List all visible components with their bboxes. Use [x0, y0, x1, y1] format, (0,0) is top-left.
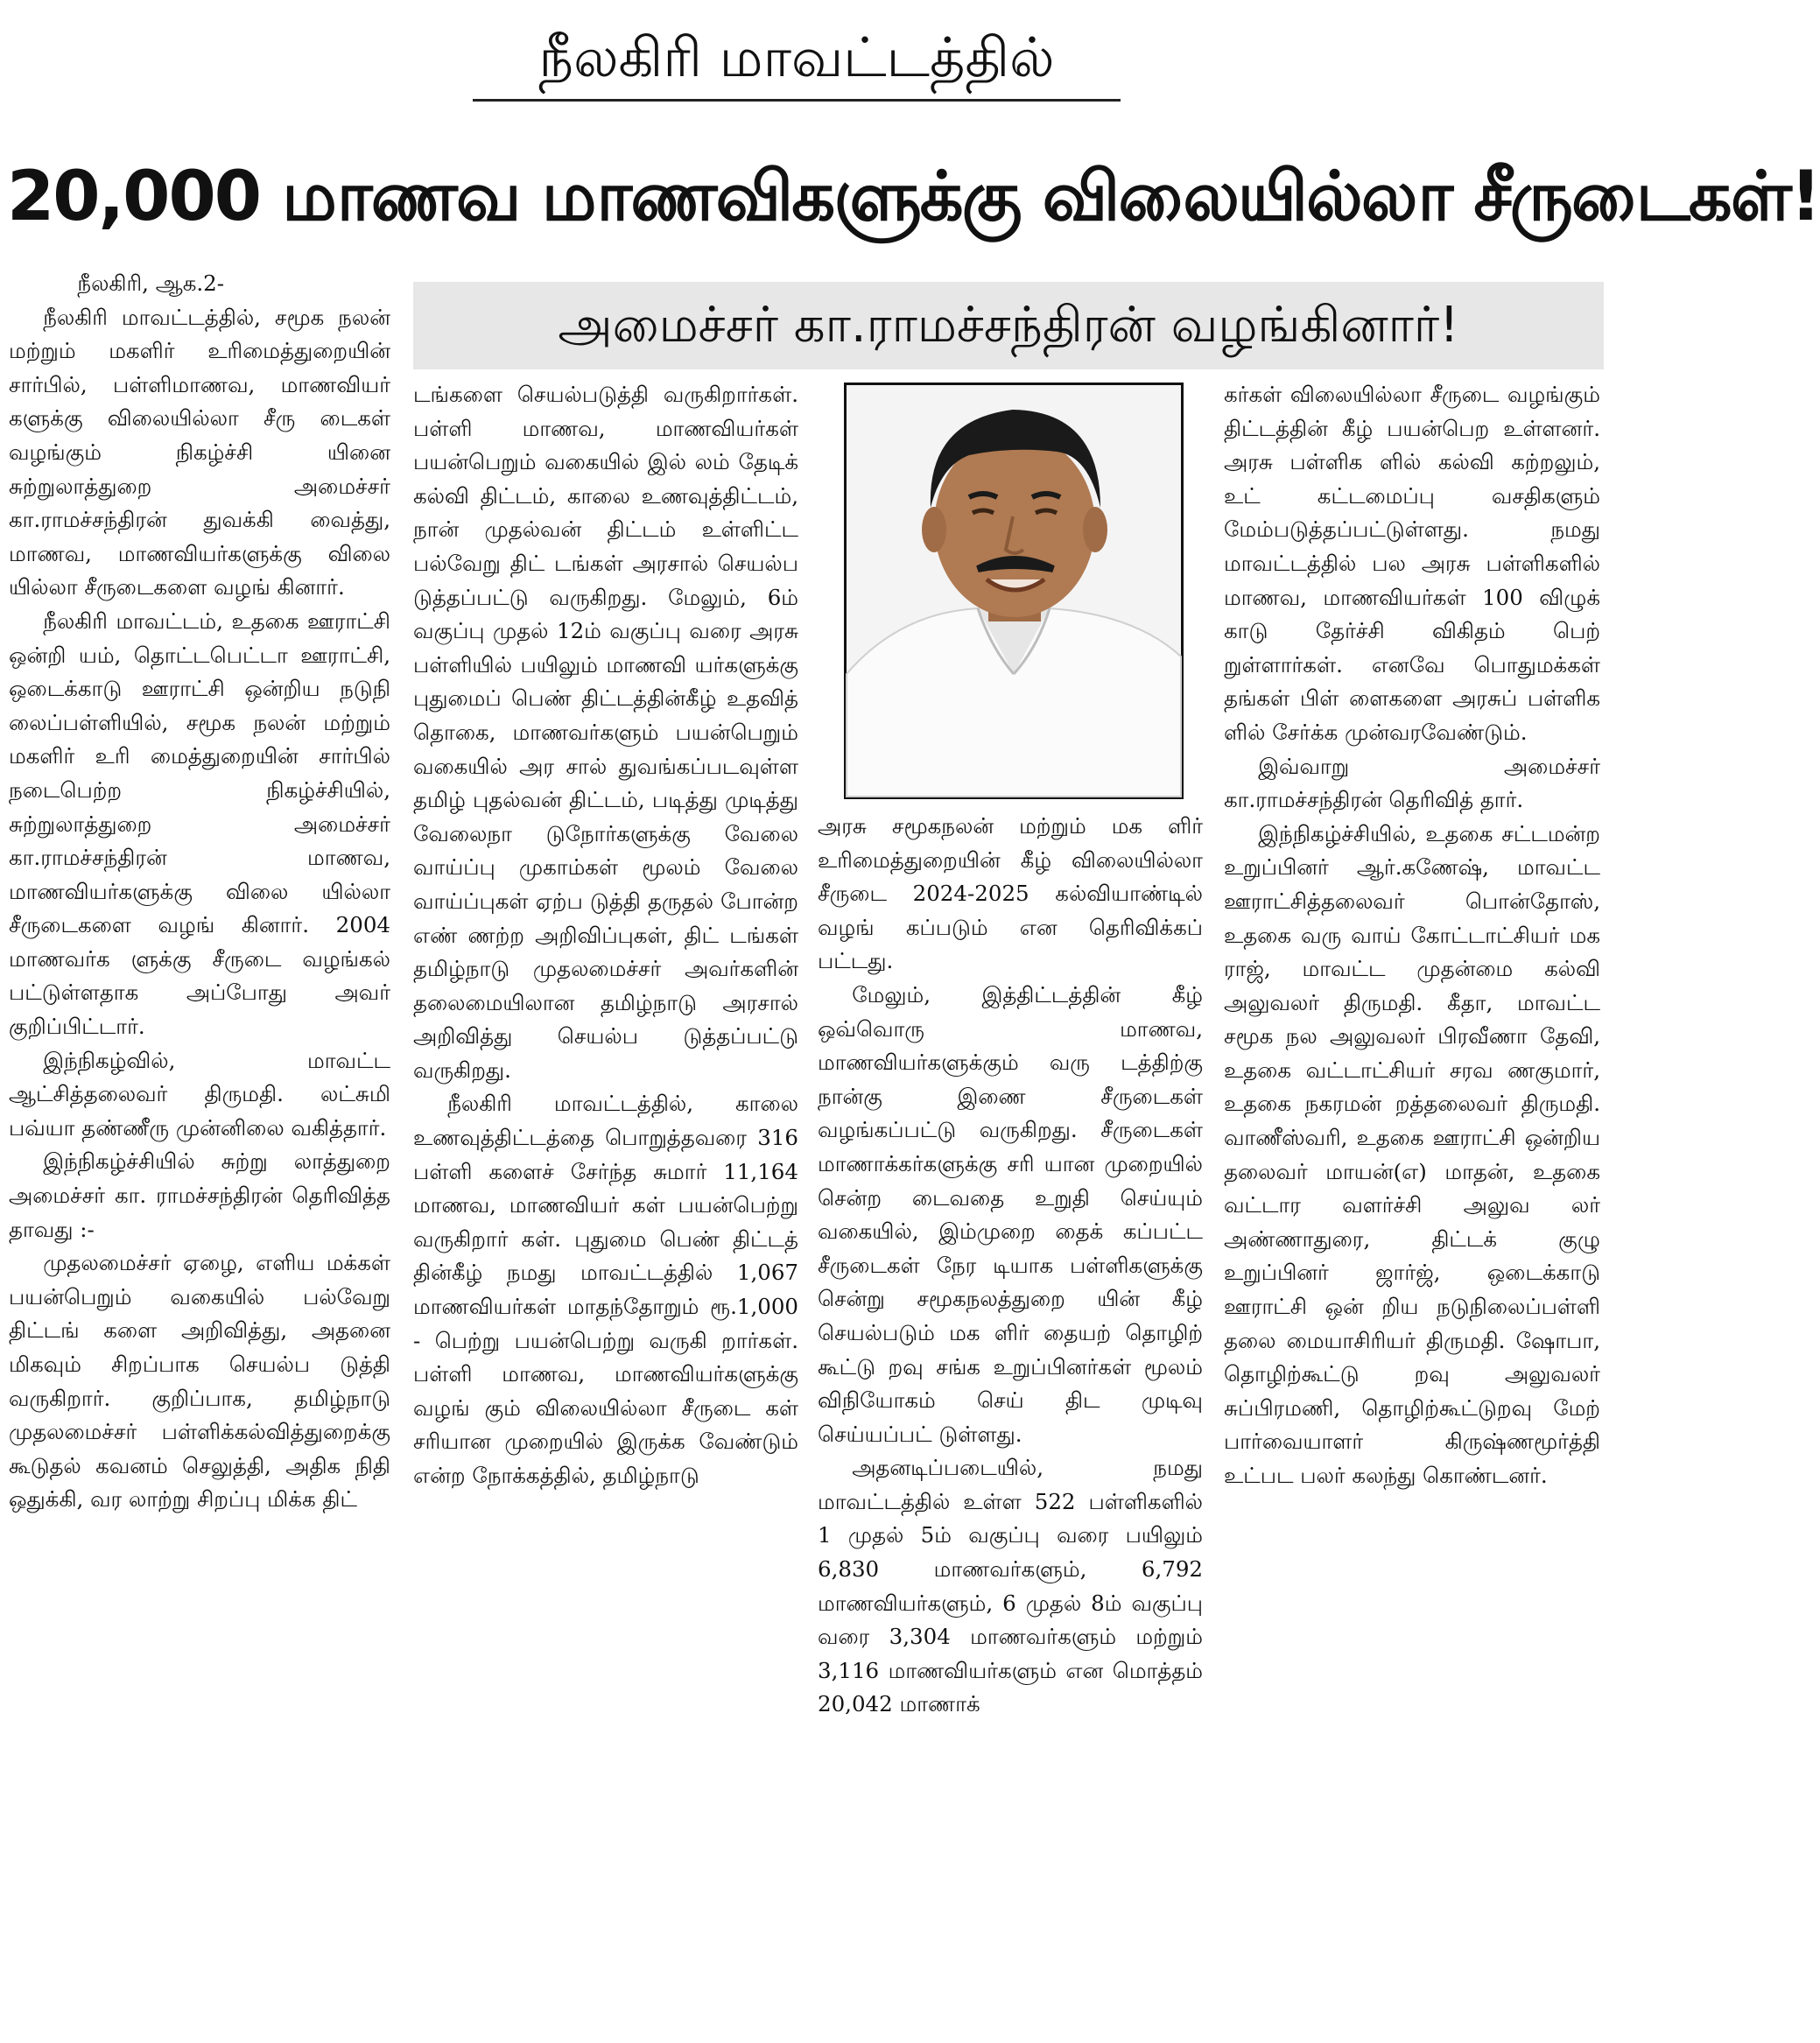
paragraph: டங்களை செயல்படுத்தி வருகிறார்கள். பள்ளி மாணவ, மாணவியர்கள் பயன்பெறும் வகையில் இல் லம் தேடிக் கல்வி திட்டம், காலை உணவுத்திட்டம், நான் முதல்வன் திட்டம் உள்ளிட்ட பல்வேறு திட் டங்கள் அரசால் செயல்ப டுத்தப்பட்டு வருகிறது. மேலும், 6ம் வகுப்பு முதல் 12ம் வகுப்பு வரை அரசு பள்ளியில் பயிலும் மாணவி யர்களுக்கு புதுமைப் பெண் திட்டத்தின்கீழ் உதவித் தொகை, மாணவர்களும் பயன்பெறும் வகையில் அர சால் துவங்கப்படவுள்ள தமிழ் புதல்வன் திட்டம், படித்து முடித்து வேலைநா டுநோர்களுக்கு வேலை வாய்ப்பு முகாம்கள் மூலம் வேலை வாய்ப்புகள் ஏற்ப டுத்தி தருதல் போன்ற எண் ணற்ற அறிவிப்புகள், திட் டங்கள் தமிழ்நாடு முதலமைச்சர் அவர்களின் தலைமையிலான தமிழ்நாடு அரசால் அறிவித்து செயல்ப டுத்தப்பட்டு வருகிறது. — [413, 382, 798, 1083]
article-column-4 — [1224, 378, 1600, 2035]
dateline: நீலகிரி, ஆக.2- — [77, 270, 225, 296]
paragraph: மேலும், இத்திட்டத்தின் கீழ் ஒவ்வொரு மாணவ, மாணவியர்களுக்கும் வரு டத்திற்கு நான்கு இணை சீருடைகள் வழங்கப்பட்டு வருகிறது. சீருடைகள் மாணாக்கர்களுக்கு சரி யான முறையில் சென்ற டைவதை உறுதி செய்யும் வகையில், இம்முறை தைக் கப்பட்ட சீருடைகள் நேர டியாக பள்ளிகளுக்கு சென்று சமூகநலத்துறை யின் கீழ் செயல்படும் மக ளிர் தையற் தொழிற் கூட்டு றவு சங்க உறுப்பினர்கள் மூலம் விநியோகம் செய் திட முடிவு செய்யப்பட் டுள்ளது. — [818, 981, 1203, 1447]
paragraph: கர்கள் விலையில்லா சீருடை வழங்கும் திட்டத்தின் கீழ் பயன்பெற உள்ளனர். அரசு பள்ளிக ளில் கல்வி கற்றலும், உட் கட்டமைப்பு வசதிகளும் மேம்படுத்தப்பட்டுள்ளது. நமது மாவட்டத்தில் பல அரசு பள்ளிகளில் மாணவ, மாணவியர்கள் 100 விழுக் காடு தேர்ச்சி விகிதம் பெற் றுள்ளார்கள். எனவே பொதுமக்கள் தங்கள் பிள் ளைகளை அரசுப் பள்ளிக ளில் சேர்க்க முன்வரவேண்டும். — [1224, 382, 1600, 745]
paragraph: நீலகிரி மாவட்டத்தில், சமூக நலன் மற்றும் மகளிர் உரிமைத்துறையின் சார்பில், பள்ளிமாணவ, மாணவியர் களுக்கு விலையில்லா சீரு டைகள் வழங்கும் நிகழ்ச்சி யினை சுற்றுலாத்துறை அமைச்சர் கா.ராமச்சந்திரன் துவக்கி வைத்து, மாணவ, மாணவியர்களுக்கு விலை யில்லா சீருடைகளை வழங் கினார். — [9, 304, 390, 600]
paragraph: அதனடிப்படையில், நமது மாவட்டத்தில் உள்ள 522 பள்ளிகளில் 1 முதல் 5ம் வகுப்பு வரை பயிலும் 6,830 மாணவர்களும், 6,792 மாணவியர்களும், 6 முதல் 8ம் வகுப்பு வரை 3,304 மாணவர்களும் மற்றும் 3,116 மாணவியர்களும் என மொத்தம் 20,042 மாணாக் — [818, 1455, 1203, 1717]
photo-caption-paragraph: அரசு சமூகநலன் மற்றும் மக ளிர் உரிமைத்துறையின் கீழ் விலையில்லா சீருடை 2024-2025 கல்வியாண்டில் வழங் கப்படும் என தெரிவிக்கப் பட்டது. — [818, 813, 1203, 974]
kicker-title: நீலகிரி மாவட்டத்தில் — [473, 16, 1121, 102]
article-column-2 — [413, 378, 798, 2035]
paragraph: இந்நிகழ்வில், மாவட்ட ஆட்சித்தலைவர் திருமதி. லட்சுமி பவ்யா தண்ணீரு முன்னிலை வகித்தார். — [9, 1047, 390, 1141]
subheadline: அமைச்சர் கா.ராமச்சந்திரன் வழங்கினார்! — [413, 282, 1604, 369]
paragraph: முதலமைச்சர் ஏழை, எளிய மக்கள் பயன்பெறும் வகையில் பல்வேறு திட்டங் களை அறிவித்து, அதனை மிகவும் சிறப்பாக செயல்ப டுத்தி வருகிறார். குறிப்பாக, தமிழ்நாடு முதலமைச்சர் பள்ளிக்கல்வித்துறைக்கு கூடுதல் கவனம் செலுத்தி, அதிக நிதி ஒதுக்கி, வர லாற்று சிறப்பு மிக்க திட் — [9, 1250, 390, 1513]
minister-photo — [844, 383, 1184, 799]
headline: 20,000 மாணவ மாணவிகளுக்கு விலையில்லா சீருடைகள்! — [7, 158, 1820, 236]
paragraph: இவ்வாறு அமைச்சர் கா.ராமச்சந்திரன் தெரிவித் தார். — [1224, 753, 1600, 813]
paragraph: இந்நிகழ்ச்சியில், உதகை சட்டமன்ற உறுப்பினர் ஆர்.கணேஷ், மாவட்ட ஊராட்சித்தலைவர் பொன்தோஸ், உதகை வரு வாய் கோட்டாட்சியர் மக ராஜ், மாவட்ட முதன்மை கல்வி அலுவலர் திருமதி. கீதா, மாவட்ட சமூக நல அலுவலர் பிரவீணா தேவி, உதகை வட்டாட்சியர் சரவ ணகுமார், உதகை நகரமன் றத்தலைவர் திருமதி. வாணீஸ்வரி, உதகை ஊராட்சி ஒன்றிய தலைவர் மாயன்(எ) மாதன், உதகை வட்டார வளர்ச்சி அலுவ லர் அண்ணாதுரை, திட்டக் குழு உறுப்பினர் ஜார்ஜ், ஒடைக்காடு ஊராட்சி ஒன் றிய நடுநிலைப்பள்ளி தலை மையாசிரியர் திருமதி. ஷோபா, தொழிற்கூட்டு றவு அலுவலர் சுப்பிரமணி, தொழிற்கூட்டுறவு மேற் பார்வையாளர் கிருஷ்ணமூர்த்தி உட்பட பலர் கலந்து கொண்டனர். — [1224, 820, 1600, 1488]
paragraph: இந்நிகழ்ச்சியில் சுற்று லாத்துறை அமைச்சர் கா. ராமச்சந்திரன் தெரிவித்த தாவது :- — [9, 1148, 390, 1242]
article-column-3 — [818, 810, 1203, 2035]
paragraph: நீலகிரி மாவட்டத்தில், காலை உணவுத்திட்டத்தை பொறுத்தவரை 316 பள்ளி களைச் சேர்ந்த சுமார் 11,164 மாணவ, மாணவியர் கள் பயன்பெற்று வருகிறார் கள். புதுமை பெண் திட்டத் தின்கீழ் நமது மாவட்டத்தில் 1,067 மாணவியர்கள் மாதந்தோறும் ரூ.1,000 - பெற்று பயன்பெற்று வருகி றார்கள். பள்ளி மாணவ, மாணவியர்களுக்கு வழங் கும் விலையில்லா சீருடை கள் சரியான முறையில் இருக்க வேண்டும் என்ற நோக்கத்தில், தமிழ்நாடு — [413, 1091, 798, 1488]
paragraph: நீலகிரி மாவட்டம், உதகை ஊராட்சி ஒன்றி யம், தொட்டபெட்டா ஊராட்சி, ஒடைக்காடு ஊராட்சி ஒன்றிய நடுநி லைப்பள்ளியில், சமூக நலன் மற்றும் மகளிர் உரி மைத்துறையின் சார்பில் நடைபெற்ற நிகழ்ச்சியில், சுற்றுலாத்துறை அமைச்சர் கா.ராமச்சந்திரன் மாணவ, மாணவியர்களுக்கு விலை யில்லா சீருடைகளை வழங் கினார். 2004 மாணவர்க ளுக்கு சீருடை வழங்கல் பட்டுள்ளதாக அப்போது அவர் குறிப்பிட்டார். — [9, 607, 390, 1040]
portrait-image — [847, 385, 1181, 797]
article-column-1 — [9, 267, 390, 2035]
